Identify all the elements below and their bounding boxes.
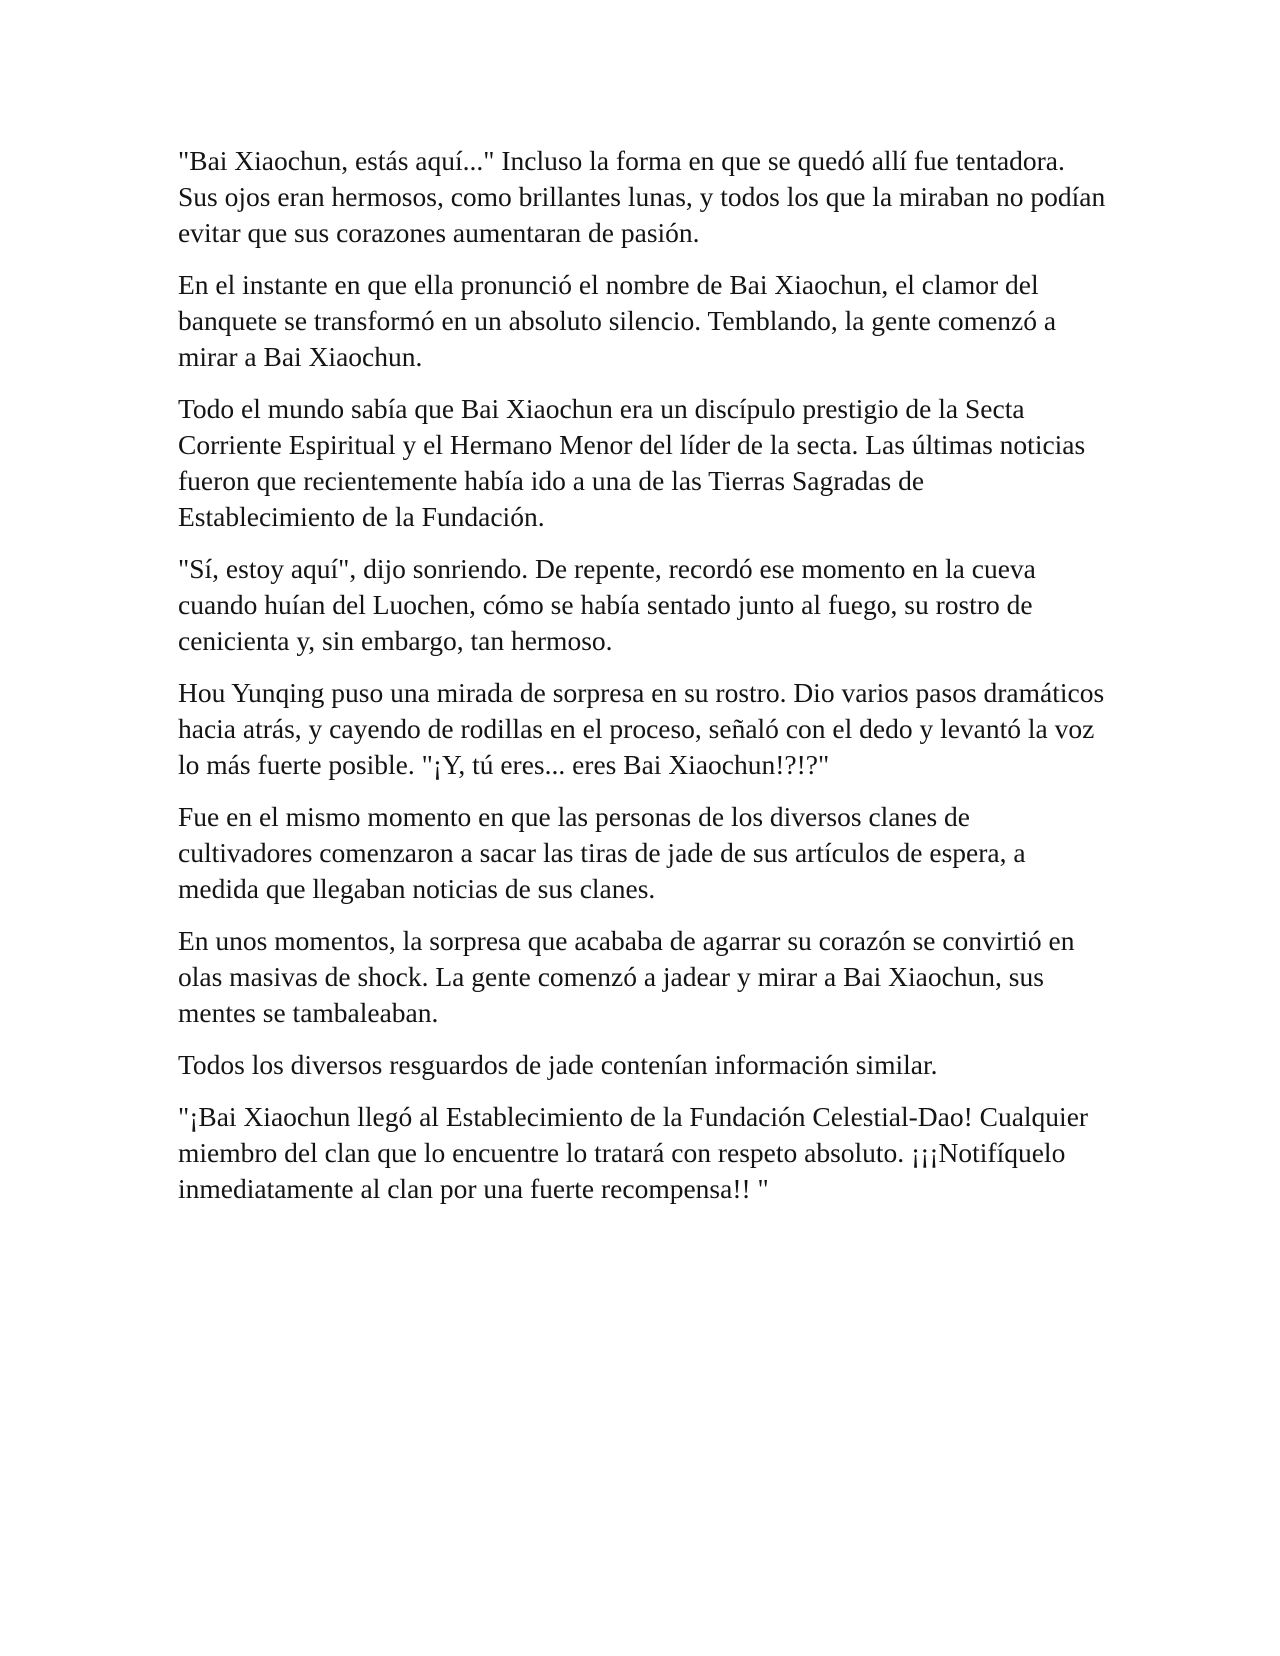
paragraph-1: "Bai Xiaochun, estás aquí..." Incluso la forma en que se quedó allí fue tentadora. Sus ojos eran hermosos, como brillantes lunas, y todos los que la miraban no podían evitar que sus corazones aumentaran de pasión. [178,145,1106,248]
paragraph-7: En unos momentos, la sorpresa que acababa de agarrar su corazón se convirtió en olas masivas de shock. La gente comenzó a jadear y mirar a Bai Xiaochun, sus mentes se tambaleaban. [178,925,1075,1028]
document-body [178,143,1108,1223]
paragraph-8: Todos los diversos resguardos de jade contenían información similar. [178,1049,938,1080]
paragraph-3: Todo el mundo sabía que Bai Xiaochun era un discípulo prestigio de la Secta Corriente Espiritual y el Hermano Menor del líder de la secta. Las últimas noticias fueron que recientemente había ido a una de las Tierras Sagradas de Establecimiento de la Fundación. [178,393,1086,532]
paragraph-9: "¡Bai Xiaochun llegó al Establecimiento de la Fundación Celestial-Dao! Cualquier miembro del clan que lo encuentre lo tratará con respeto absoluto. ¡¡¡Notifíquelo inmediatamente al clan por una fuerte recompensa!! " [178,1101,1089,1204]
paragraph-5: Hou Yunqing puso una mirada de sorpresa en su rostro. Dio varios pasos dramáticos hacia atrás, y cayendo de rodillas en el proceso, señaló con el dedo y levantó la voz lo más fuerte posible. "¡Y, tú eres... eres Bai Xiaochun!?!?" [178,677,1105,780]
paragraph-2: En el instante en que ella pronunció el nombre de Bai Xiaochun, el clamor del banquete se transformó en un absoluto silencio. Temblando, la gente comenzó a mirar a Bai Xiaochun. [178,269,1057,372]
paragraph-6: Fue en el mismo momento en que las personas de los diversos clanes de cultivadores comenzaron a sacar las tiras de jade de sus artículos de espera, a medida que llegaban noticias de sus clanes. [178,801,1026,904]
paragraph-4: "Sí, estoy aquí", dijo sonriendo. De repente, recordó ese momento en la cueva cuando huían del Luochen, cómo se había sentado junto al fuego, su rostro de cenicienta y, sin embargo, tan hermoso. [178,553,1036,656]
